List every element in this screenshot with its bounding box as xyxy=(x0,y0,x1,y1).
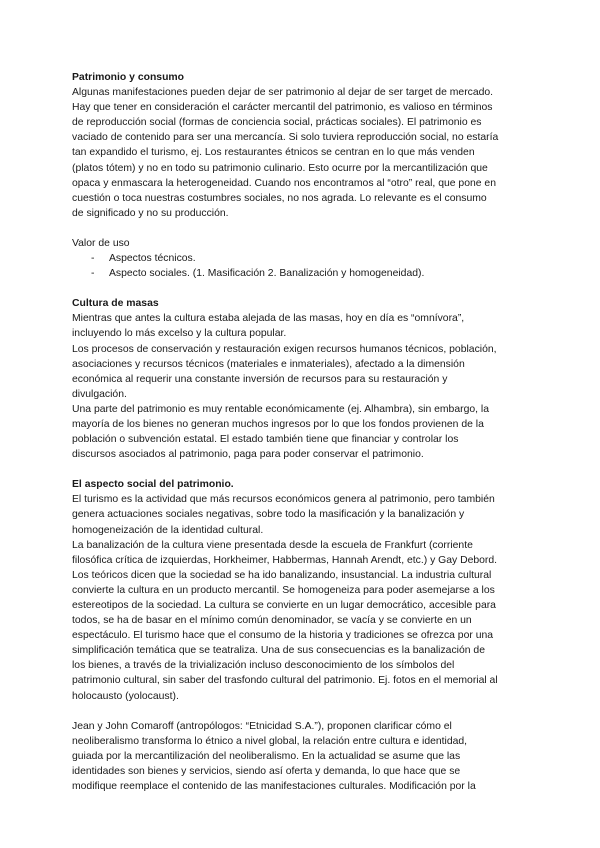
bullet-dash: - xyxy=(91,268,95,280)
text-line: incluyendo lo más excelso y la cultura popular. xyxy=(72,328,287,340)
text-line: Una parte del patrimonio es muy rentable económicamente (ej. Alhambra), sin embargo, la xyxy=(72,403,489,415)
text-line: patrimonio cultural, sin saber del trasfondo cultural del patrimonio. Ej. fotos en el memorial al xyxy=(72,675,498,687)
spacer xyxy=(72,462,534,477)
text-line: mayoría de los bienes no generan muchos ingresos por lo que los fondos provienen de la xyxy=(72,418,484,430)
bullet-dash: - xyxy=(91,253,95,265)
text-line: vaciado de contenido para ser una mercancía. Si solo tuviera reproducción social, no estaría xyxy=(72,132,499,144)
text-line: genera actuaciones sociales negativas, sobre todo la masificación y la banalización y xyxy=(72,509,465,521)
text-line: Los teóricos dicen que la sociedad se ha ido banalizando, insustancial. La industria cultural xyxy=(72,569,492,581)
spacer xyxy=(72,704,534,719)
text-line: Algunas manifestaciones pueden dejar de ser patrimonio al dejar de ser target de mercado. xyxy=(72,87,494,99)
text-line: los bienes, a través de la trivialización incluso desconocimiento de los símbolos del xyxy=(72,660,455,672)
list-item xyxy=(72,266,534,281)
text-line: simplificación temática que se teatraliza. Una de sus consecuencias es la banalización de xyxy=(72,645,485,657)
text-line: La banalización de la cultura viene presentada desde la escuela de Frankfurt (corriente xyxy=(72,539,473,551)
spacer xyxy=(72,221,534,236)
text-line: modifique reemplace el contenido de las manifestaciones culturales. Modificación por la xyxy=(72,781,476,793)
text-line: opaca y enmascara la heterogeneidad. Cuando nos encontramos al “otro” real, que pone en xyxy=(72,177,496,189)
text-line: económica al requerir una constante inversión de recursos para su restauración y xyxy=(72,373,448,385)
list-item-text: Aspectos técnicos. xyxy=(109,253,196,265)
spacer xyxy=(72,281,534,296)
paragraph-comaroff xyxy=(72,719,534,794)
text-line: homogeneización de la identidad cultural. xyxy=(72,524,264,536)
text-line: Jean y John Comaroff (antropólogos: “Etnicidad S.A.”), proponen clarificar cómo el xyxy=(72,720,452,732)
paragraph-aspecto-social xyxy=(72,492,534,703)
text-line: de significado y no su producción. xyxy=(72,207,229,219)
text-line: El turismo es la actividad que más recursos económicos genera al patrimonio, pero también xyxy=(72,494,495,506)
text-line: neoliberalismo transforma lo étnico a nivel global, la relación entre cultura e identidad, xyxy=(72,735,468,747)
document-body xyxy=(72,70,534,794)
heading-patrimonio-consumo: Patrimonio y consumo xyxy=(72,72,185,83)
text-line: identidades son bienes y servicios, siendo así oferta y demanda, lo que hace que se xyxy=(72,765,461,777)
valor-de-uso-list xyxy=(72,251,534,281)
text-line: filosófica crítica de izquierdas, Horkheimer, Habbermas, Hannah Arendt, etc.) y Gay Debord. xyxy=(72,554,498,566)
text-line: convierte la cultura en un producto mercantil. Se homogeneiza para poder asemejarse a los xyxy=(72,584,495,596)
paragraph-cultura-de-masas xyxy=(72,311,534,462)
text-line: cuestión o toca nuestras costumbres sociales, no nos agrada. Lo relevante es el consumo xyxy=(72,192,487,204)
heading-cultura-de-masas: Cultura de masas xyxy=(72,298,159,310)
text-line: guiada por la mercantilización del neoliberalismo. En la actualidad se asume que las xyxy=(72,750,461,762)
valor-de-uso-title: Valor de uso xyxy=(72,237,130,249)
text-line: holocausto (yolocaust). xyxy=(72,690,179,702)
text-line: espectáculo. El turismo hace que el consumo de la historia y tradiciones se ofrezca por una xyxy=(72,630,494,642)
text-line: (platos tótem) y no en todo su patrimonio culinario. Esto ocurre por la mercantilización que xyxy=(72,162,488,174)
text-line: población o subvención estatal. El estado también tiene que financiar y controlar los xyxy=(72,434,459,446)
text-line: asociaciones y recursos técnicos (materiales e inmateriales), afectado a la dimensión xyxy=(72,358,465,370)
text-line: discursos asociados al patrimonio, paga para poder conservar el patrimonio. xyxy=(72,449,424,461)
text-line: divulgación. xyxy=(72,388,127,400)
text-line: Los procesos de conservación y restauración exigen recursos humanos técnicos, población, xyxy=(72,343,497,355)
text-line: todos, se ha de basar en el mínimo común denominador, se vacía y se convierte en un xyxy=(72,615,472,627)
list-item xyxy=(72,251,534,266)
heading-aspecto-social: El aspecto social del patrimonio. xyxy=(72,479,234,491)
text-line: tan expandido el turismo, ej. Los restaurantes étnicos se centran en lo que más venden xyxy=(72,147,475,159)
text-line: Mientras que antes la cultura estaba alejada de las masas, hoy en día es “omnívora”, xyxy=(72,313,465,325)
text-line: de reproducción social (formas de conciencia social, prácticas sociales). El patrimonio es xyxy=(72,117,482,129)
text-line: estereotipos de la sociedad. La cultura se convierte en un lugar democrático, accesible para xyxy=(72,600,496,611)
list-item-text: Aspecto sociales. (1. Masificación 2. Banalización y homogeneidad). xyxy=(109,268,425,280)
paragraph-patrimonio-consumo xyxy=(72,85,534,221)
text-line: Hay que tener en consideración el carácter mercantil del patrimonio, es valioso en términos xyxy=(72,102,493,114)
